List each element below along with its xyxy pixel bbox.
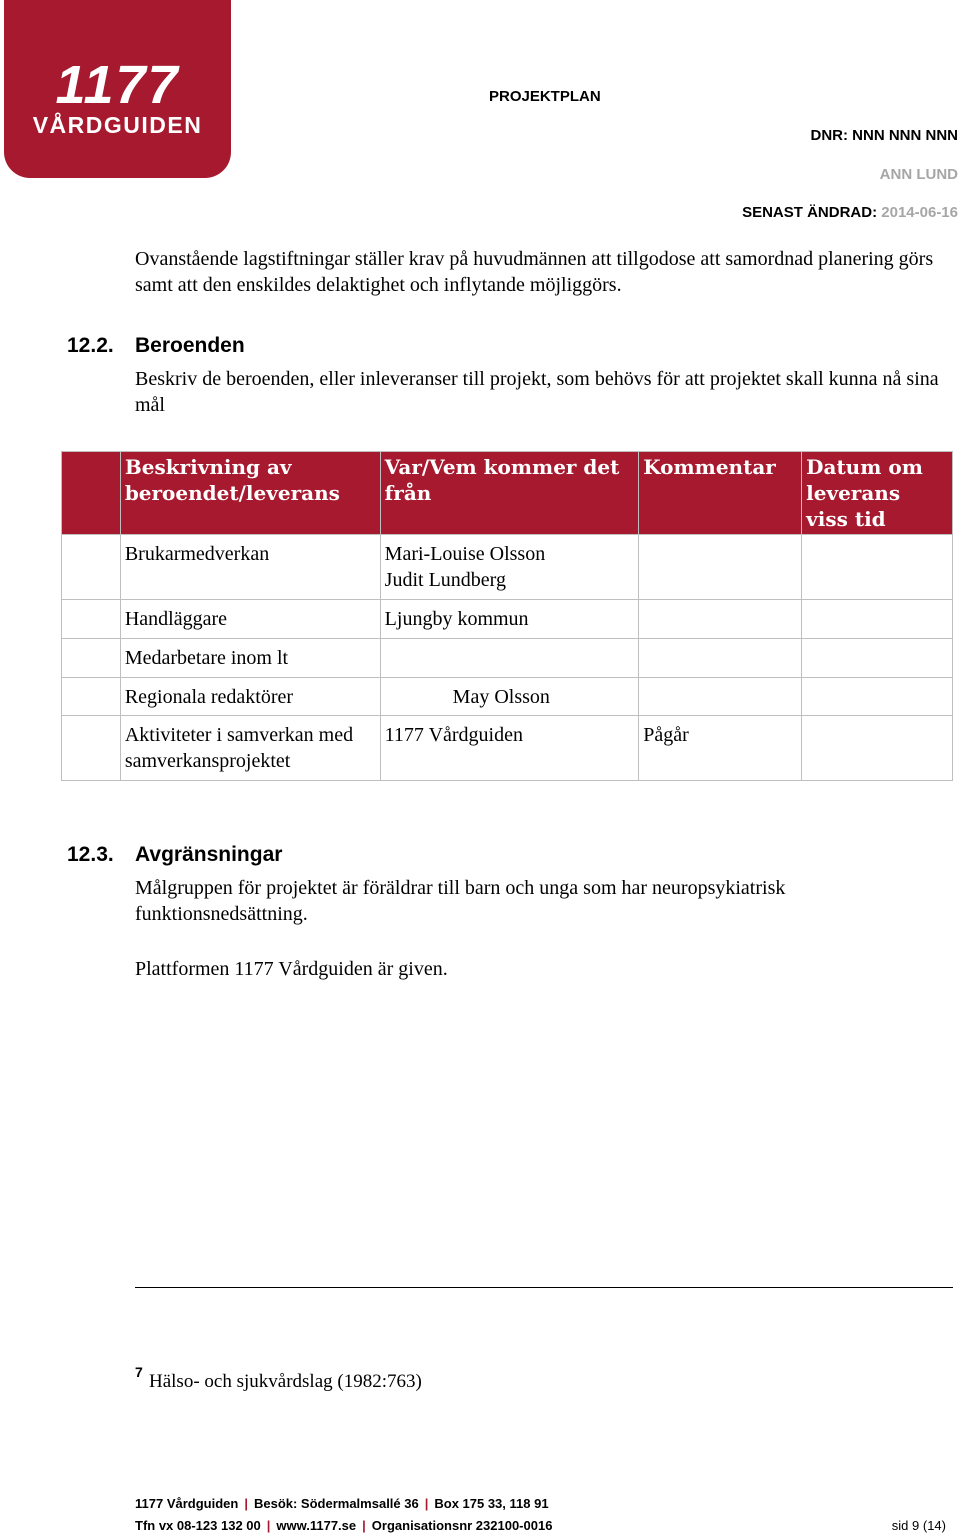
dnr-line [811, 127, 959, 144]
row-spacer [62, 639, 121, 678]
row-spacer [62, 678, 121, 716]
header-spacer [62, 452, 121, 535]
header-source: Var/Vem kommer det från [380, 452, 639, 535]
cell-comment: Pågår [639, 716, 802, 781]
footnote-separator [135, 1287, 953, 1288]
footer-box: Box 175 33, 118 91 [434, 1496, 549, 1511]
cell-source: Ljungby kommun [380, 600, 639, 639]
section-number: 12.2. [67, 334, 114, 357]
brand-logo [4, 0, 231, 178]
cell-comment [639, 678, 802, 716]
cell-source [380, 639, 639, 678]
last-changed-value: 2014-06-16 [881, 204, 958, 221]
dnr-value: NNN NNN NNN [852, 127, 958, 144]
footnote-marker: 7 [135, 1364, 143, 1380]
cell-description: Regionala redaktörer [120, 678, 380, 716]
footer-visit: Besök: Södermalmsallé 36 [253, 1496, 419, 1511]
table-row [62, 600, 953, 639]
footer-line-1: 1177 Vårdguiden | Besök: Södermalmsallé 36 | Box 175 33, 118 91 [135, 1496, 549, 1511]
cell-description: Brukarmedverkan [120, 535, 380, 600]
footer-website-link[interactable]: www.1177.se [276, 1518, 357, 1533]
section-title: Beroenden [135, 334, 245, 357]
intro-paragraph: Ovanstående lagstiftningar ställer krav på huvudmännen att tillgodose att samordnad planering görs samt att den enskildes delaktighet och inflytande möjliggörs. [135, 248, 934, 296]
dependencies-description: Beskriv de beroenden, eller inleveranser till projekt, som behövs för att projektet skall kunna nå sina mål [135, 368, 939, 416]
row-spacer [62, 535, 121, 600]
footnote-text: Hälso- och sjukvårdslag (1982:763) [149, 1371, 422, 1392]
row-spacer [62, 600, 121, 639]
cell-comment [639, 535, 802, 600]
cell-date [802, 678, 953, 716]
row-spacer [62, 716, 121, 781]
cell-description: Handläggare [120, 600, 380, 639]
cell-date [802, 535, 953, 600]
footer-org: 1177 Vårdguiden [135, 1496, 239, 1511]
cell-description: Aktiviteter i samverkan med samverkansprojektet [120, 716, 380, 781]
dnr-label: DNR: [810, 127, 848, 144]
table-header-row [62, 452, 953, 535]
header-comment: Kommentar [639, 452, 802, 535]
footer-line-2: Tfn vx 08-123 132 00 | www.1177.se | Organisationsnr 232100-0016 [135, 1518, 553, 1533]
cell-comment [639, 600, 802, 639]
cell-source: May Olsson [380, 678, 639, 716]
section-heading-limits [67, 843, 467, 869]
document-type: PROJEKTPLAN [489, 88, 601, 105]
footer-phone: Tfn vx 08-123 132 00 [135, 1518, 261, 1533]
section-title: Avgränsningar [135, 843, 283, 866]
header-description: Beskrivning av beroendet/leverans [120, 452, 380, 535]
section-heading-dependencies [67, 334, 467, 360]
table-row [62, 716, 953, 781]
page-number: sid 9 (14) [891, 1518, 946, 1533]
table-row [62, 639, 953, 678]
cell-source: Mari-Louise Olsson Judit Lundberg [380, 535, 639, 600]
last-changed-label: SENAST ÄNDRAD: [742, 204, 878, 221]
logo-number: 1177 [55, 55, 180, 115]
cell-comment [639, 639, 802, 678]
cell-date [802, 639, 953, 678]
cell-date [802, 716, 953, 781]
footer-org-number: Organisationsnr 232100-0016 [371, 1518, 553, 1533]
header-date: Datum om leverans viss tid [802, 452, 953, 535]
cell-source: 1177 Vårdguiden [380, 716, 639, 781]
table-row [62, 535, 953, 600]
limits-paragraph-1: Målgruppen för projektet är föräldrar till barn och unga som har neuropsykiatrisk funktionsnedsättning. [135, 877, 786, 925]
last-changed-line [742, 204, 958, 221]
limits-paragraph-2: Plattformen 1177 Vårdguiden är given. [135, 958, 448, 980]
cell-date [802, 600, 953, 639]
table-row [62, 678, 953, 716]
author-name: ANN LUND [879, 166, 958, 183]
cell-description: Medarbetare inom lt [120, 639, 380, 678]
dependencies-table [61, 451, 953, 781]
logo-wordmark: VÅRDGUIDEN [32, 112, 203, 138]
section-number: 12.3. [67, 843, 114, 866]
